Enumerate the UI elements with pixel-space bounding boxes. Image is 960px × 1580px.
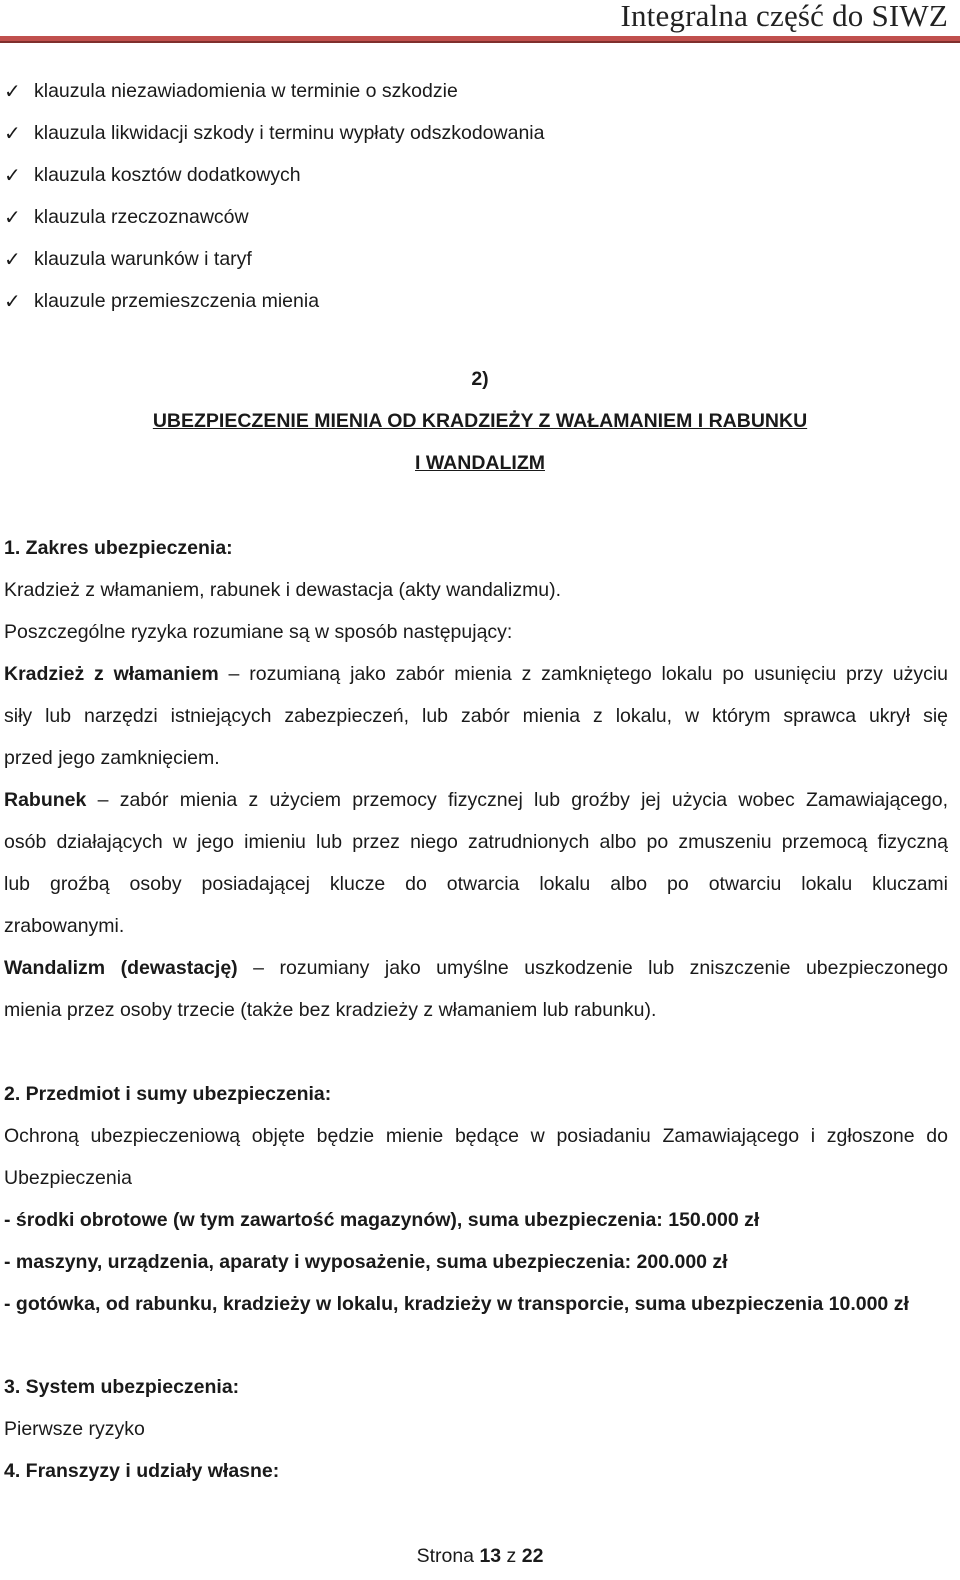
- list-item: [4, 196, 544, 238]
- heading-deductibles: 4. Franszyzy i udziały własne:: [4, 1460, 280, 1482]
- page-footer: [0, 1545, 960, 1568]
- heading-subject: 2. Przedmiot i sumy ubezpieczenia:: [4, 1083, 332, 1105]
- list-item: [4, 238, 544, 280]
- checkmark-icon: ✓: [4, 248, 21, 271]
- header-rule: [0, 36, 960, 43]
- heading-scope: 1. Zakres ubezpieczenia:: [4, 537, 233, 559]
- list-item-label: klauzula rzeczoznawców: [34, 205, 249, 228]
- paragraph-line: lub groźbą osoby posiadającej klucze do otwarcia lokalu albo po otwarciu lokalu kluczami: [4, 873, 948, 895]
- sum-item: - środki obrotowe (w tym zawartość magazynów), suma ubezpieczenia: 150.000 zł: [4, 1209, 760, 1231]
- list-item-label: klauzula warunków i taryf: [34, 247, 252, 270]
- definition-robbery: [4, 789, 948, 812]
- checkmark-icon: ✓: [4, 164, 21, 187]
- list-item: [4, 112, 544, 154]
- section-title: UBEZPIECZENIE MIENIA OD KRADZIEŻY Z WAŁAMANIEM I RABUNKU: [152, 410, 808, 432]
- paragraph-line: Pierwsze ryzyko: [4, 1418, 145, 1440]
- checkmark-icon: ✓: [4, 80, 21, 103]
- definition-vandalism: [4, 957, 948, 980]
- current-page: 13: [479, 1545, 502, 1567]
- list-item: [4, 70, 544, 112]
- term-robbery: Rabunek: [4, 789, 87, 811]
- paragraph-line: mienia przez osoby trzecie (także bez kradzieży z włamaniem lub rabunku).: [4, 999, 657, 1021]
- paragraph-line: przed jego zamknięciem.: [4, 747, 220, 769]
- sum-item: - maszyny, urządzenia, aparaty i wyposażenie, suma ubezpieczenia: 200.000 zł: [4, 1251, 728, 1273]
- definition-text: – rozumiany jako umyślne uszkodzenie lub zniszczenie ubezpieczonego: [237, 957, 948, 979]
- header-title: Integralna część do SIWZ: [620, 0, 948, 33]
- term-burglary: Kradzież z włamaniem: [4, 663, 219, 685]
- paragraph-line: Poszczególne ryzyka rozumiane są w sposób następujący:: [4, 621, 513, 643]
- section-number: 2): [471, 368, 489, 390]
- page-label: Strona: [416, 1545, 480, 1567]
- clause-checklist: [4, 70, 544, 322]
- paragraph-line: Ochroną ubezpieczeniową objęte będzie mienie będące w posiadaniu Zamawiającego i zgłoszone do: [4, 1125, 948, 1147]
- heading-system: 3. System ubezpieczenia:: [4, 1376, 240, 1398]
- list-item-label: klauzula likwidacji szkody i terminu wypłaty odszkodowania: [34, 121, 545, 144]
- list-item: [4, 154, 544, 196]
- term-vandalism: Wandalizm (dewastację): [4, 957, 238, 979]
- sum-item: - gotówka, od rabunku, kradzieży w lokalu, kradzieży w transporcie, suma ubezpieczenia 10.000 zł: [4, 1293, 909, 1315]
- checkmark-icon: ✓: [4, 122, 21, 145]
- definition-text: – rozumianą jako zabór mienia z zamkniętego lokalu po usunięciu przy użyciu: [218, 663, 948, 685]
- checkmark-icon: ✓: [4, 290, 21, 313]
- total-pages: 22: [521, 1545, 544, 1567]
- list-item: [4, 280, 544, 322]
- page-separator: z: [501, 1545, 522, 1567]
- paragraph-line: siły lub narzędzi istniejących zabezpieczeń, lub zabór mienia z lokalu, w którym sprawca ukrył się: [4, 705, 948, 727]
- list-item-label: klauzula kosztów dodatkowych: [34, 163, 301, 186]
- definition-text: – zabór mienia z użyciem przemocy fizycznej lub groźby jej użycia wobec Zamawiającego,: [86, 789, 948, 811]
- paragraph-line: Kradzież z włamaniem, rabunek i dewastacja (akty wandalizmu).: [4, 579, 562, 601]
- paragraph-line: osób działających w jego imieniu lub przez niego zatrudnionych albo po zmuszeniu przemocą fizyczną: [4, 831, 948, 853]
- section-title-continued: I WANDALIZM: [415, 452, 545, 474]
- paragraph-line: Ubezpieczenia: [4, 1167, 132, 1189]
- paragraph-line: zrabowanymi.: [4, 915, 125, 937]
- definition-burglary: [4, 663, 948, 686]
- checkmark-icon: ✓: [4, 206, 21, 229]
- list-item-label: klauzula niezawiadomienia w terminie o szkodzie: [34, 79, 458, 102]
- list-item-label: klauzule przemieszczenia mienia: [34, 289, 320, 312]
